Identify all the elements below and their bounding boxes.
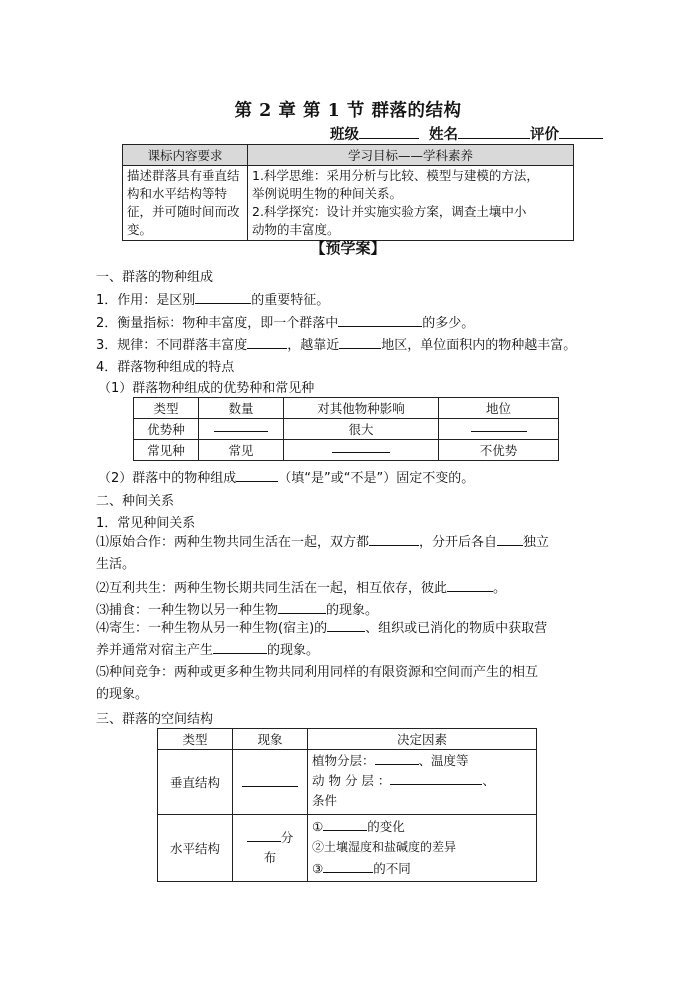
item1-text-a: 1．作用：是区别 — [96, 293, 196, 308]
species-header-type: 类型 — [134, 398, 199, 419]
goal-line-4: 动物的丰富度。 — [252, 222, 340, 237]
sub2-text-a: （2）群落中的物种组成 — [98, 471, 237, 486]
species-row2-status: 不优势 — [439, 440, 559, 461]
horizontal-f1-blank[interactable] — [323, 829, 367, 831]
species-row2-effect-blank[interactable] — [332, 451, 390, 453]
species-table — [133, 397, 559, 461]
p2-blank[interactable] — [447, 590, 493, 592]
species-header-count: 数量 — [199, 398, 284, 419]
space-vertical-factor — [308, 750, 537, 815]
horizontal-f3-a: ③ — [312, 861, 324, 876]
item3-text-c: 地区，单位面积内的物种越丰富。 — [381, 338, 577, 353]
item2-text-a: 2．衡量指标：物种丰富度，即一个群落中 — [96, 316, 339, 331]
part1-sub2 — [98, 467, 474, 486]
goal-line-2: 举例说明生物的种间关系。 — [252, 186, 403, 201]
space-vertical-phen-blank[interactable] — [242, 785, 298, 787]
item1-text-b: 的重要特征。 — [251, 293, 330, 308]
species-row1-count-blank[interactable] — [214, 430, 268, 432]
p1-text-c: 独立 — [523, 535, 550, 550]
p5-text-b: 的现象。 — [96, 687, 149, 702]
part1-item3 — [96, 334, 576, 353]
item3-blank-2[interactable] — [339, 347, 381, 349]
part2-p4 — [96, 618, 606, 662]
sub2-text-b: （填“是”或“不是”）固定不变的。 — [278, 471, 475, 486]
part2-p3 — [96, 599, 378, 618]
part2-item1: 1．常见种间关系 — [96, 516, 196, 531]
name-blank[interactable] — [458, 137, 530, 139]
horizontal-f3-blank[interactable] — [323, 871, 373, 873]
item2-blank[interactable] — [338, 325, 422, 327]
space-horizontal-type: 水平结构 — [158, 815, 233, 882]
horizontal-f1-b: 的变化 — [367, 819, 405, 834]
vertical-plant-b: 、温度等 — [418, 753, 469, 768]
part2-p2 — [96, 577, 506, 596]
class-label: 班级 — [330, 126, 359, 143]
horizontal-phen-a: 分 — [280, 830, 294, 845]
item2-text-b: 的多少。 — [422, 316, 475, 331]
space-horizontal-factor — [308, 815, 537, 882]
space-horizontal-phen — [233, 815, 308, 882]
goal-line-3: 2.科学探究：设计并实施实验方案，调查土壤中小 — [252, 204, 527, 219]
species-row1-status[interactable] — [439, 419, 559, 440]
item3-text-a: 3．规律：不同群落丰富度 — [96, 338, 248, 353]
part3-heading: 三、群落的空间结构 — [96, 712, 214, 727]
horizontal-f2: ②土壤湿度和盐碱度的差异 — [312, 840, 457, 854]
item3-blank-1[interactable] — [247, 347, 287, 349]
standards-header-left: 课标内容要求 — [123, 145, 248, 166]
part1-item2 — [96, 312, 474, 331]
vertical-animal-b: 、 — [482, 773, 495, 788]
p3-blank[interactable] — [278, 612, 326, 614]
standards-content: 描述群落具有垂直结构和水平结构等特征，并可随时间而改变。 — [123, 166, 248, 241]
p4-blank-2[interactable] — [213, 652, 267, 654]
species-row1-effect: 很大 — [284, 419, 439, 440]
item3-text-b: ，越靠近 — [287, 338, 340, 353]
p3-text-a: ⑶捕食：一种生物以另一种生物 — [96, 603, 279, 618]
species-header-effect: 对其他物种影响 — [284, 398, 439, 419]
part2-p5 — [96, 662, 606, 706]
p2-text-b: 。 — [493, 581, 507, 596]
part2-heading: 二、种间关系 — [96, 494, 175, 509]
p1-blank-1[interactable] — [369, 544, 419, 546]
p4-blank-1[interactable] — [327, 630, 365, 632]
p2-text-a: ⑵互利共生：两种生物长期共同生活在一起，相互依存，彼此 — [96, 581, 448, 596]
horizontal-f1-a: ① — [312, 819, 324, 834]
page-title: 第 2 章 第 1 节 群落的结构 — [234, 101, 462, 121]
vertical-plant-a: 植物分层： — [312, 753, 375, 768]
species-row2-type: 常见种 — [134, 440, 199, 461]
species-row2-effect[interactable] — [284, 440, 439, 461]
section-title: 【预学案】 — [310, 239, 386, 257]
p1-text-a: ⑴原始合作：两种生物共同生活在一起，双方都 — [96, 535, 370, 550]
standards-goals — [248, 166, 574, 241]
p1-text-d: 生活。 — [96, 557, 136, 572]
species-row1-status-blank[interactable] — [471, 430, 527, 432]
horizontal-phen-b: 布 — [263, 850, 277, 865]
species-row1-type: 优势种 — [134, 419, 199, 440]
p1-text-b: ，分开后各自 — [419, 535, 498, 550]
vertical-animal-c: 条件 — [312, 793, 338, 808]
vertical-plant-blank[interactable] — [375, 763, 419, 765]
goal-line-1: 1.科学思维：采用分析与比较、模型与建模的方法， — [252, 168, 539, 183]
eval-label: 评价 — [530, 126, 559, 143]
vertical-animal-blank[interactable] — [390, 783, 482, 785]
item1-blank[interactable] — [195, 302, 251, 304]
p5-text-a: ⑸种间竞争：两种或更多种生物共同利用同样的有限资源和空间而产生的相互 — [96, 665, 539, 680]
species-row1-count[interactable] — [199, 419, 284, 440]
sub2-blank[interactable] — [236, 480, 278, 482]
p4-text-d: 的现象。 — [267, 643, 320, 658]
class-name-eval-line — [330, 123, 603, 144]
vertical-animal-a: 动 物 分 层 ： — [312, 773, 391, 788]
part1-heading: 一、群落的物种组成 — [96, 270, 214, 285]
species-row2-count: 常见 — [199, 440, 284, 461]
space-vertical-phen[interactable] — [233, 750, 308, 815]
space-header-factor: 决定因素 — [308, 729, 537, 750]
standards-header-right: 学习目标——学科素养 — [248, 145, 574, 166]
p4-text-c: 养并通常对宿主产生 — [96, 643, 214, 658]
p4-text-b: 、组织或已消化的物质中获取营 — [365, 621, 548, 636]
p4-text-a: ⑷寄生：一种生物从另一种生物(宿主)的 — [96, 621, 328, 636]
space-table — [157, 728, 537, 882]
part1-item1 — [96, 289, 329, 308]
name-label: 姓名 — [429, 126, 458, 143]
class-blank[interactable] — [359, 137, 419, 139]
part1-sub1: （1）群落物种组成的优势种和常见种 — [98, 381, 315, 396]
space-header-type: 类型 — [158, 729, 233, 750]
horizontal-phen-blank[interactable] — [247, 840, 281, 842]
space-vertical-type: 垂直结构 — [158, 750, 233, 815]
species-header-status: 地位 — [439, 398, 559, 419]
part2-p1 — [96, 532, 606, 576]
horizontal-f3-b: 的不同 — [373, 861, 411, 876]
eval-blank[interactable] — [559, 137, 603, 139]
part1-item4: 4．群落物种组成的特点 — [96, 360, 235, 375]
p1-blank-2[interactable] — [497, 544, 523, 546]
space-header-phen: 现象 — [233, 729, 308, 750]
p3-text-b: 的现象。 — [326, 603, 379, 618]
standards-table — [122, 144, 574, 241]
